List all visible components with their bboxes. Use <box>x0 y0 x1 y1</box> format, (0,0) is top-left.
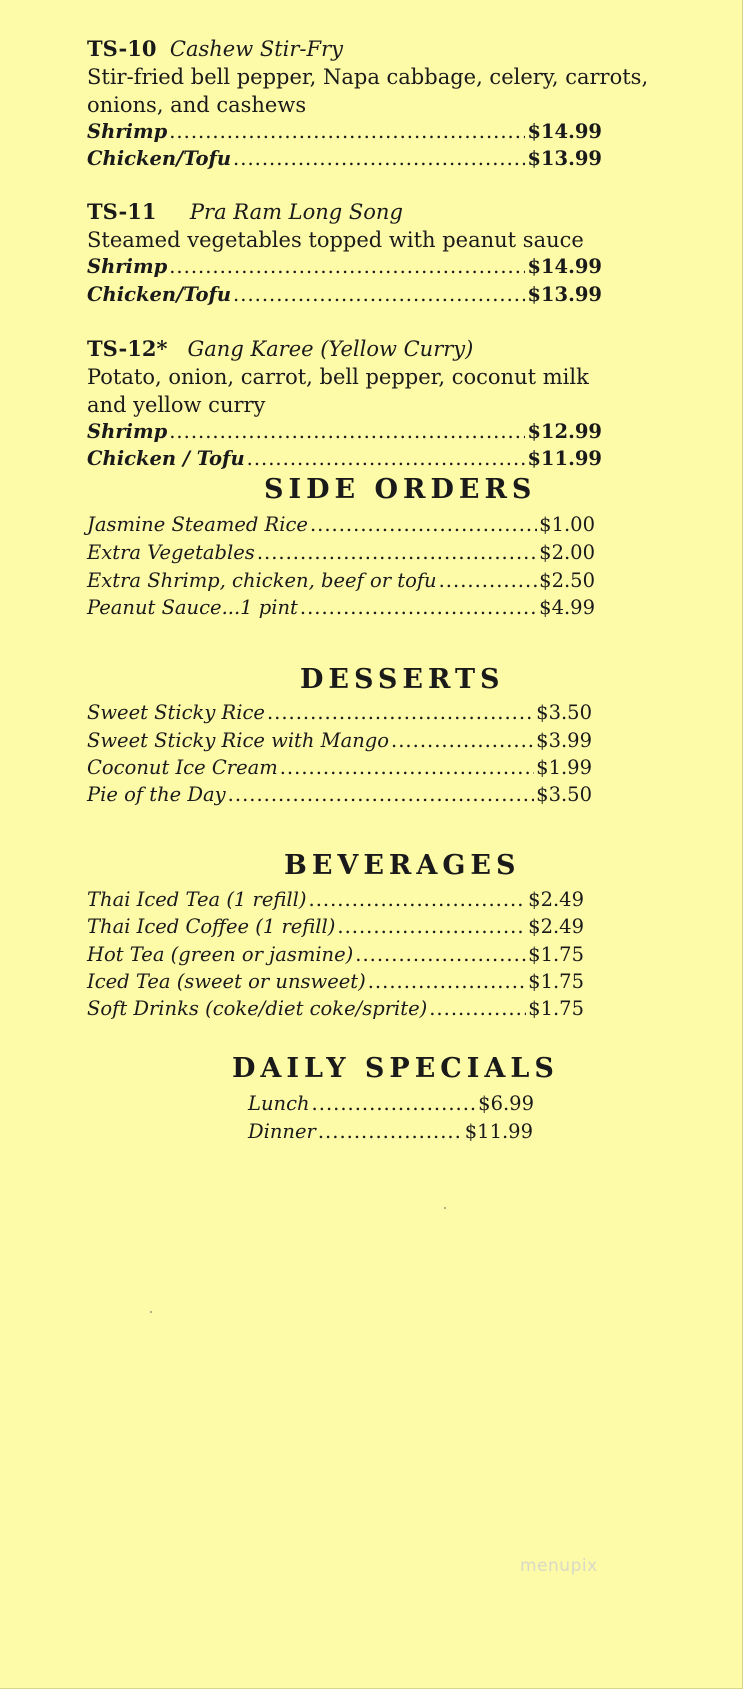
price-row <box>87 281 602 309</box>
leader-dots <box>429 995 526 1023</box>
price-value: $11.99 <box>527 447 602 470</box>
dish-description: Potato, onion, carrot, bell pepper, coconut milk <box>87 365 589 389</box>
section-title-daily-specials: DAILY SPECIALS <box>232 1053 559 1084</box>
item-label: Sweet Sticky Rice with Mango <box>87 729 390 752</box>
leader-dots <box>391 727 534 755</box>
menu-item-row <box>248 1118 533 1146</box>
dish-code: TS-11 <box>87 199 157 224</box>
item-label: Thai Iced Tea (1 refill) <box>87 888 307 911</box>
item-price: $3.50 <box>536 783 592 806</box>
leader-dots <box>169 118 525 146</box>
item-label: Sweet Sticky Rice <box>87 701 265 724</box>
dish-code: TS-10 <box>87 36 157 61</box>
price-value: $13.99 <box>527 283 602 306</box>
item-label: Soft Drinks (coke/diet coke/sprite) <box>87 997 428 1020</box>
item-label: Dinner <box>248 1120 316 1143</box>
dish-description: Stir-fried bell pepper, Napa cabbage, celery, carrots, <box>87 65 649 89</box>
item-label: Pie of the Day <box>87 783 226 806</box>
menu-item-row <box>87 886 584 914</box>
item-price: $4.99 <box>539 596 595 619</box>
leader-dots <box>309 886 527 914</box>
dish-description: Steamed vegetables topped with peanut sauce <box>87 228 584 252</box>
price-label: Chicken/Tofu <box>87 147 232 170</box>
section-title-desserts: DESSERTS <box>300 664 505 695</box>
menu-item-row <box>87 781 592 809</box>
menu-item-row <box>87 968 584 996</box>
price-value: $13.99 <box>527 147 602 170</box>
item-price: $1.75 <box>528 997 584 1020</box>
item-label: Extra Shrimp, chicken, beef or tofu <box>87 569 437 592</box>
leader-dots <box>169 418 525 446</box>
leader-dots <box>312 1090 477 1118</box>
leader-dots <box>439 567 538 595</box>
item-label: Lunch <box>248 1092 310 1115</box>
leader-dots <box>267 699 534 727</box>
menu-item-row <box>87 995 584 1023</box>
price-label: Chicken/Tofu <box>87 283 232 306</box>
leader-dots <box>300 594 537 622</box>
item-label: Jasmine Steamed Rice <box>87 513 308 536</box>
item-price: $2.50 <box>539 569 595 592</box>
menu-item-row <box>87 727 592 755</box>
item-label: Peanut Sauce...1 pint <box>87 596 298 619</box>
dish-description: onions, and cashews <box>87 93 307 117</box>
price-label: Chicken / Tofu <box>87 447 245 470</box>
item-label: Hot Tea (green or jasmine) <box>87 943 354 966</box>
price-row <box>87 145 602 173</box>
price-row <box>87 253 602 281</box>
item-price: $2.00 <box>539 541 595 564</box>
menu-item-row <box>87 567 595 595</box>
menu-item-row <box>248 1090 534 1118</box>
dish-name: Pra Ram Long Song <box>189 200 403 224</box>
price-label: Shrimp <box>87 255 168 278</box>
price-value: $14.99 <box>527 120 602 143</box>
menu-item-row <box>87 594 595 622</box>
item-price: $1.75 <box>528 970 584 993</box>
item-price: $2.49 <box>528 888 584 911</box>
dish-description: and yellow curry <box>87 393 266 417</box>
item-price: $1.75 <box>528 943 584 966</box>
price-value: $14.99 <box>527 255 602 278</box>
dish-code: TS-12* <box>87 336 168 361</box>
menu-item-row <box>87 754 592 782</box>
leader-dots <box>247 445 526 473</box>
price-value: $12.99 <box>527 420 602 443</box>
item-price: $2.49 <box>528 915 584 938</box>
leader-dots <box>233 145 525 173</box>
paper-speck <box>150 1311 152 1313</box>
dish-name: Gang Karee (Yellow Curry) <box>187 337 474 361</box>
menu-item-row <box>87 941 584 969</box>
dish-heading-ts10 <box>87 36 343 61</box>
watermark-logo: menupix <box>520 1556 598 1576</box>
leader-dots <box>233 281 525 309</box>
leader-dots <box>228 781 535 809</box>
menu-item-row <box>87 511 595 539</box>
price-label: Shrimp <box>87 420 168 443</box>
item-label: Thai Iced Coffee (1 refill) <box>87 915 336 938</box>
leader-dots <box>318 1118 463 1146</box>
dish-name: Cashew Stir-Fry <box>169 37 343 61</box>
item-label: Extra Vegetables <box>87 541 255 564</box>
price-label: Shrimp <box>87 120 168 143</box>
leader-dots <box>257 539 537 567</box>
leader-dots <box>310 511 537 539</box>
price-row <box>87 418 602 446</box>
price-row <box>87 445 602 473</box>
leader-dots <box>337 913 526 941</box>
leader-dots <box>368 968 526 996</box>
item-price: $11.99 <box>464 1120 533 1143</box>
item-price: $1.99 <box>536 756 592 779</box>
item-price: $3.99 <box>536 729 592 752</box>
leader-dots <box>280 754 534 782</box>
item-label: Iced Tea (sweet or unsweet) <box>87 970 366 993</box>
item-price: $1.00 <box>539 513 595 536</box>
dish-heading-ts12 <box>87 336 473 361</box>
menu-item-row <box>87 699 592 727</box>
price-row <box>87 118 602 146</box>
leader-dots <box>169 253 525 281</box>
paper-speck <box>444 1207 446 1209</box>
item-label: Coconut Ice Cream <box>87 756 278 779</box>
section-title-beverages: BEVERAGES <box>284 850 521 881</box>
section-title-side-orders: SIDE ORDERS <box>264 474 537 505</box>
item-price: $3.50 <box>536 701 592 724</box>
item-price: $6.99 <box>478 1092 534 1115</box>
menu-item-row <box>87 913 584 941</box>
dish-heading-ts11 <box>87 199 403 224</box>
menu-item-row <box>87 539 595 567</box>
leader-dots <box>355 941 526 969</box>
